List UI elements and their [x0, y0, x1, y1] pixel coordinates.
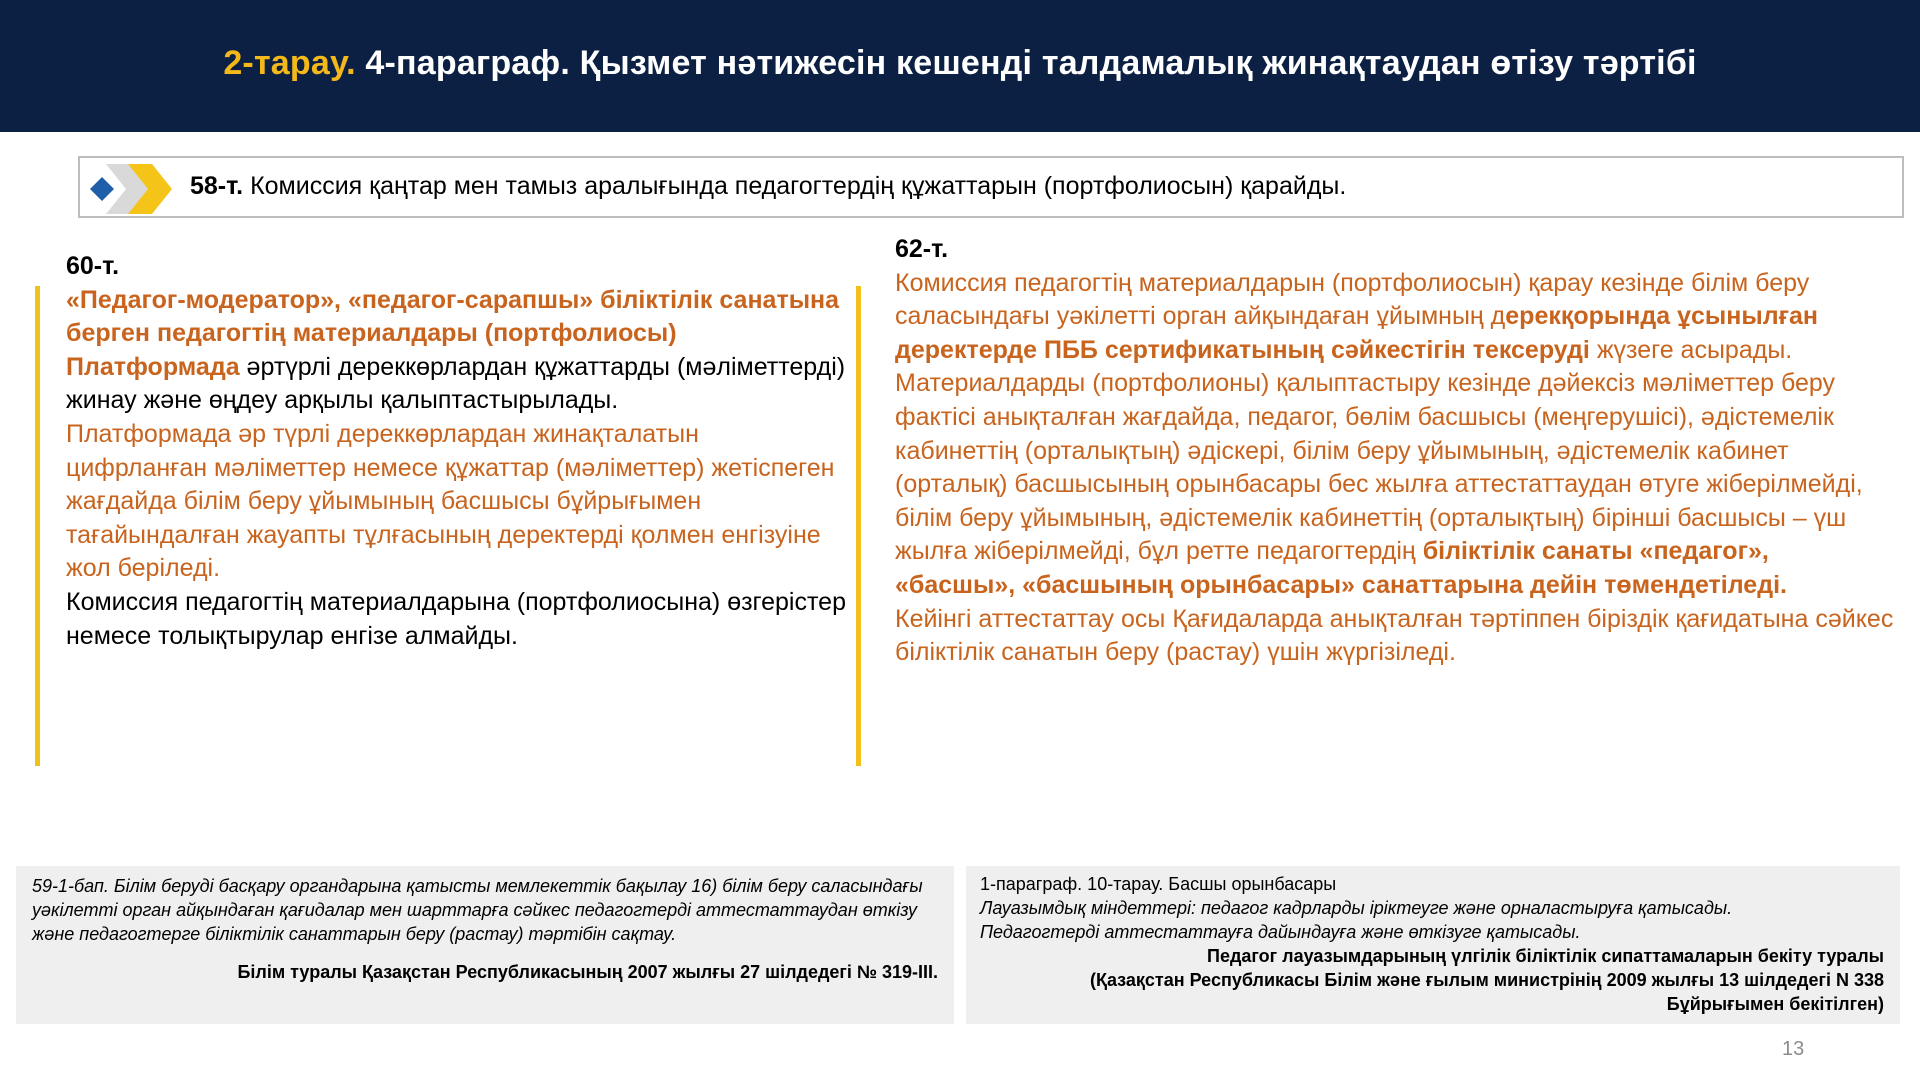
article-60-paragraph-1 — [66, 284, 846, 418]
right-accent-bar — [856, 286, 861, 766]
article-62-p2-a: Материалдарды (портфолионы) қалыптастыру кезінде дәйексіз мәліметтер беру фактісі анықталған жағдайда, педагог, бөлім басшысы (меңгерушісі), әдістемелік кабинеттің (орталықтың) әдіскері, білім беру ұйымының, әдістемелік кабинет (орталық) басшысының орынбасары бес жылға аттестаттаудан өтуге жіберілмейді, білім беру ұйымының, әдістемелік кабинеттің (орталықтың) бірінші басшысы – үш жылға жіберілмейді, бұл ретте педагогтердің — [895, 369, 1863, 566]
chapter-label: 2-тарау. — [223, 43, 356, 82]
banner-body: Комиссия қаңтар мен тамыз аралығында педагогтердің құжаттарын (портфолиосын) қарайды. — [243, 172, 1347, 200]
article-62-p2-bold: біліктілік санаты «педагог», «басшы», «басшының орынбасары» санаттарына дейін төмендетіледі. — [895, 537, 1787, 599]
article-62-p1-a: Комиссия педагогтің материалдарын (портфолиосын) қарау кезінде білім беру саласындағы уәкілетті орган айқындаған ұйымның д — [895, 268, 1810, 331]
law-reference-note — [16, 866, 954, 1024]
article-62-paragraph-3: Кейінгі аттестаттау осы Қағидаларда анықталған тәртіппен біріздік қағидатына сәйкес біліктілік санатын беру (растау) үшін жүргізіледі. — [895, 604, 1894, 667]
law-note-text: 59-1-бап. Білім беруді басқару органдарына қатысты мемлекеттік бақылау 16) білім беру саласындағы уәкілетті орган айқындаған қағидалар мен шарттарға сәйкес педагогтерді аттестаттаудан өткізу және педагогтерге біліктілік санаттарын беру (растау) тәртібін сақтау. — [32, 876, 923, 944]
left-accent-bar — [35, 286, 40, 766]
article-62-paragraph-1 — [895, 267, 1895, 368]
order-note-line-2: Лауазымдық міндеттері: педагог кадрларды іріктеуге және орналастыруға қатысады. — [980, 898, 1733, 918]
slide-title — [223, 44, 1696, 83]
law-note-source: Білім туралы Қазақстан Республикасының 2007 жылғы 27 шілдедегі № 319-ІІІ. — [237, 962, 938, 982]
order-reference-note — [966, 866, 1900, 1024]
article-60-column — [66, 250, 846, 653]
page-number: 13 — [1782, 1038, 1805, 1060]
chevron-arrows-icon — [86, 164, 178, 214]
article-62-p1-bold: ерекқорында ұсынылған деректерде ПББ сертификатының сәйкестігін тексеруді — [895, 302, 1819, 364]
article-62-p1-c: жүзеге асырады. — [1589, 335, 1793, 364]
slide-header — [0, 0, 1920, 132]
article-62-column — [895, 233, 1895, 670]
article-60-paragraph-2: Платформада әр түрлі дереккөрлардан жинақталатын цифрланған мәліметтер немесе құжаттар (мәліметтер) жетіспеген жағдайда білім беру ұйымының басшысы бұйрығымен тағайындалған жауапты тұлғасының деректерді қолмен енгізуіне жол беріледі. — [66, 419, 835, 583]
article-62-heading: 62-т. — [895, 235, 949, 263]
article-58-banner — [78, 156, 1904, 218]
order-note-source-3: Бұйрығымен бекітілген) — [1666, 994, 1884, 1014]
order-note-line-3: Педагогтерді аттестаттауға дайындауға және өткізуге қатысады. — [980, 922, 1581, 942]
article-60-paragraph-3: Комиссия педагогтің материалдарына (портфолиосына) өзгерістер немесе толықтырулар енгізе алмайды. — [66, 587, 846, 650]
order-note-source-1: Педагог лауазымдарының үлгілік біліктілік сипаттамаларын бекіту туралы — [1207, 946, 1884, 966]
order-note-line-1: 1-параграф. 10-тарау. Басшы орынбасары — [980, 874, 1337, 894]
banner-article-number: 58-т. — [190, 172, 244, 200]
title-text: 4-параграф. Қызмет нәтижесін кешенді талдамалық жинақтаудан өтізу тәртібі — [355, 43, 1697, 82]
order-note-source-2: (Қазақстан Республикасы Білім және ғылым министрінің 2009 жылғы 13 шілдедегі N 338 — [1089, 970, 1884, 990]
banner-text — [190, 172, 1346, 201]
article-60-p1-bold: «Педагог-модератор», «педагог-сарапшы» біліктілік санатына берген педагогтің материалдары (портфолиосы) Платформада — [66, 285, 840, 381]
article-60-p1-rest: әртүрлі дереккөрлардан құжаттарды (мәліметтерді) жинау және өңдеу арқылы қалыптастырылады. — [66, 352, 846, 415]
article-60-heading: 60-т. — [66, 252, 120, 280]
article-62-paragraph-2 — [895, 367, 1895, 602]
